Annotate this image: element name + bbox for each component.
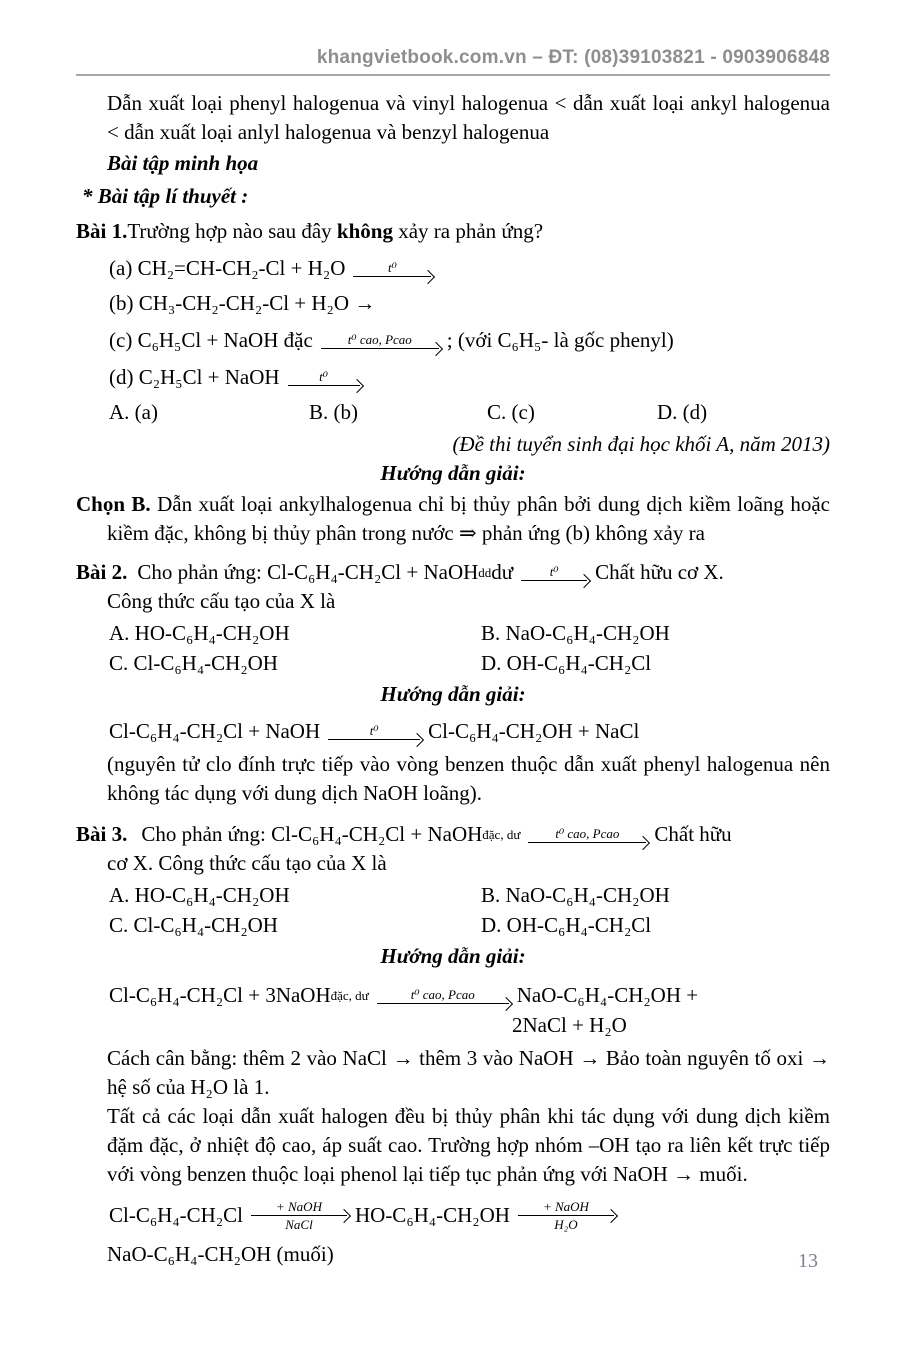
exercise3-question-line2: cơ X. Công thức cấu tạo của X là <box>107 851 387 875</box>
arrow-shaft <box>328 739 420 740</box>
reaction-arrow <box>528 826 646 843</box>
reaction-arrow <box>353 260 431 277</box>
reaction-arrow <box>288 369 360 386</box>
exercise2-question-line1: Bài 2. Cho phản ứng: Cl-C₆H₄-CH₂Cl + NaOH dd dư t⁰ Chất hữu cơ X. <box>76 558 830 587</box>
exercise3-options <box>109 880 830 940</box>
exercise1-label: Bài 1. <box>76 219 128 243</box>
final-reaction-result: NaO-C₆H₄-CH₂OH (muối) <box>107 1242 334 1266</box>
arrow-shaft <box>377 1003 509 1004</box>
arrow-shaft <box>251 1215 347 1216</box>
arrow-shaft <box>321 348 439 349</box>
arrow-condition-label: t⁰ cao, Pcao <box>410 987 475 1002</box>
exercise3-reaction-equation: Cl-C₆H₄-CH₂Cl + 3NaOH đặc, dư t⁰ cao, Pcao NaO-C₆H₄-CH₂OH + <box>109 981 830 1010</box>
exercise2-option-c: C. Cl-C₆H₄-CH₂OH <box>109 651 278 675</box>
arrow-top-label: + NaOH <box>275 1199 322 1214</box>
exercise2-option-b: B. NaO-C₆H₄-CH₂OH <box>481 621 670 645</box>
arrow-condition-label: t⁰ cao, Pcao <box>555 826 620 841</box>
arrow-bottom-label: NaCl <box>285 1217 313 1232</box>
exercise1-question-bold: không <box>336 219 393 243</box>
solution1-choice-label: Chọn B. <box>76 492 151 516</box>
reaction-arrow <box>321 332 439 349</box>
reaction3-lhs: Cl-C₆H₄-CH₂Cl + 3NaOH <box>109 983 331 1007</box>
header-rule <box>76 74 830 76</box>
solution-heading-2: Hướng dẫn giải: <box>380 682 526 706</box>
section-theory-heading: * Bài tập lí thuyết : <box>82 184 249 208</box>
balance-note: Cách cân bằng: thêm 2 vào NaCl → thêm 3 vào NaOH → Bảo toàn nguyên tố oxi → hệ số của H₂O là 1. <box>107 1046 830 1099</box>
arrow-shaft <box>521 580 587 581</box>
final-reaction-lhs: Cl-C₆H₄-CH₂Cl <box>109 1203 243 1227</box>
arrow-shaft <box>528 842 646 843</box>
option-c-after: ; (với C₆H₅- là gốc phenyl) <box>446 328 674 352</box>
page-header <box>76 46 830 76</box>
exercise3-option-a: A. HO-C₆H₄-CH₂OH <box>109 883 290 907</box>
option-d-formula: C₂H₅Cl + NaOH <box>138 365 280 389</box>
option-c-formula: C₆H₅Cl + NaOH đặc <box>137 328 313 352</box>
exercise2-du-text: dư <box>491 560 514 584</box>
reaction3-rhs: NaO-C₆H₄-CH₂OH + <box>516 983 699 1007</box>
exercise3-question-line1: Bài 3. Cho phản ứng: Cl-C₆H₄-CH₂Cl + NaOH đặc, dư t⁰ cao, Pcao Chất hữu <box>76 820 830 849</box>
exercise1-question <box>76 217 830 246</box>
exercise3-formula-pre: Cho phản ứng: Cl-C₆H₄-CH₂Cl + NaOH <box>141 822 483 846</box>
solution-heading-1: Hướng dẫn giải: <box>380 461 526 485</box>
exercise2-option-a: A. HO-C₆H₄-CH₂OH <box>109 621 290 645</box>
reaction-arrow-fraction <box>518 1199 614 1232</box>
option-a-formula: CH₂=CH-CH₂-Cl + H₂O <box>137 256 346 280</box>
exercise1-question-post: xảy ra phản ứng? <box>392 219 544 243</box>
exercise1-option-a <box>109 254 830 283</box>
answer-choice-d: D. (d) <box>657 400 708 424</box>
arrow-condition-label: t⁰ <box>369 723 379 738</box>
exercise2-option-d: D. OH-C₆H₄-CH₂Cl <box>481 651 652 675</box>
arrow-shaft <box>288 385 360 386</box>
reaction-arrow <box>377 987 509 1004</box>
intro-paragraph: Dẫn xuất loại phenyl halogenua và vinyl halogenua < dẫn xuất loại ankyl halogenua < dẫn xuất loại anlyl halogenua và benzyl halogenua <box>107 91 830 144</box>
exercise2-label: Bài 2. <box>76 560 128 584</box>
arrow-condition-label: t⁰ <box>549 564 559 579</box>
exercise3-product-text: Chất hữu <box>654 822 732 846</box>
header-site-info: khangvietbook.com.vn – ĐT: (08)39103821 - 0903906848 <box>316 47 830 68</box>
option-d-tag: (d) <box>109 365 134 389</box>
theory-note: Tất cả các loại dẫn xuất halogen đều bị thủy phân khi tác dụng với dung dịch kiềm đặm đặc, ở nhiệt độ cao, áp suất cao. Trường hợp nhóm –OH tạo ra liên kết trực tiếp với vòng benzen thuộc loại phenol lại tiếp tục phản ứng với NaOH → muối. <box>107 1104 830 1186</box>
answer-choice-b: B. (b) <box>309 400 358 424</box>
option-c-tag: (c) <box>109 328 133 352</box>
page-number: 13 <box>798 1250 818 1272</box>
section-practice-heading: Bài tập minh họa <box>107 151 259 175</box>
option-b-tag: (b) <box>109 291 134 315</box>
reaction-arrow <box>328 723 420 740</box>
answer-choice-c: C. (c) <box>487 400 535 424</box>
reaction-arrow-fraction <box>251 1199 347 1232</box>
arrow-bottom-label: H₂O <box>554 1217 578 1232</box>
final-reaction-mid: HO-C₆H₄-CH₂OH <box>354 1203 510 1227</box>
solution-heading-3: Hướng dẫn giải: <box>380 944 526 968</box>
option-a-tag: (a) <box>109 256 133 280</box>
exercise2-note: (nguyên tử clo đính trực tiếp vào vòng benzen thuộc dẫn xuất phenyl halogenua nên không tác dụng với dung dịch NaOH loãng). <box>107 752 830 805</box>
arrow-condition-label: t⁰ cao, Pcao <box>347 332 412 347</box>
exercise1-question-pre: Trường hợp nào sau đây <box>127 219 337 243</box>
reaction2-lhs: Cl-C₆H₄-CH₂Cl + NaOH <box>109 719 321 743</box>
exercise3-option-b: B. NaO-C₆H₄-CH₂OH <box>481 883 670 907</box>
arrow-condition-label: t⁰ <box>387 260 397 275</box>
exercise2-reaction-equation <box>109 717 830 746</box>
exercise1-answer-row <box>109 398 830 427</box>
exercise1-option-d <box>109 363 830 392</box>
exam-source-note: (Đề thi tuyển sinh đại học khối A, năm 2013) <box>452 432 830 456</box>
arrow-top-label: + NaOH <box>542 1199 589 1214</box>
arrow-shaft <box>353 276 431 277</box>
exercise1-option-b <box>109 289 830 318</box>
exercise2-formula-pre: Cho phản ứng: Cl-C₆H₄-CH₂Cl + NaOH <box>137 560 479 584</box>
arrow-condition-label: t⁰ <box>319 369 328 384</box>
option-b-formula: CH₃-CH₂-CH₂-Cl + H₂O → <box>138 291 376 315</box>
answer-choice-a: A. (a) <box>109 400 158 424</box>
arrow-shaft <box>518 1215 614 1216</box>
exercise2-question-line2: Công thức cấu tạo của X là <box>107 589 336 613</box>
reaction3-rhs-line2: 2NaCl + H₂O <box>512 1013 627 1037</box>
exercise3-option-d: D. OH-C₆H₄-CH₂Cl <box>481 913 652 937</box>
solution1-text: Dẫn xuất loại ankylhalogenua chỉ bị thủy phân bởi dung dịch kiềm loãng hoặc kiềm đặc, không bị thủy phân trong nước ⇒ phản ứng (b) không xảy ra <box>107 492 830 545</box>
exercise3-label: Bài 3. <box>76 822 128 846</box>
exercise2-product-text: Chất hữu cơ X. <box>595 560 724 584</box>
exercise3-option-c: C. Cl-C₆H₄-CH₂OH <box>109 913 278 937</box>
solution1-paragraph <box>76 490 830 548</box>
final-reaction-equation <box>109 1199 830 1232</box>
exercise2-options <box>109 618 830 678</box>
reaction-arrow <box>521 564 587 581</box>
reaction2-rhs: Cl-C₆H₄-CH₂OH + NaCl <box>428 719 640 743</box>
exercise1-option-c <box>109 326 830 355</box>
